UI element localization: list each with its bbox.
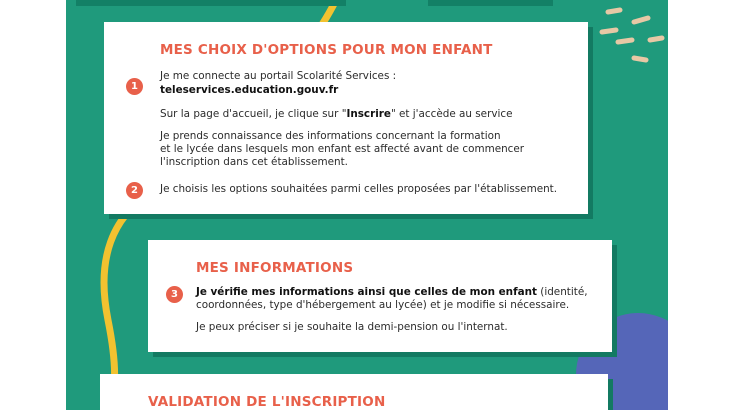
homepage-instruction bbox=[160, 108, 513, 121]
info-paragraph bbox=[160, 130, 524, 169]
top-bar-left bbox=[76, 0, 346, 6]
dash bbox=[650, 38, 662, 40]
dash bbox=[634, 58, 646, 60]
step-3-bold: Je vérifie mes informations ainsi que celles de mon enfant bbox=[196, 286, 537, 298]
card-infos-title: MES INFORMATIONS bbox=[196, 260, 354, 276]
homepage-prefix: Sur la page d'accueil, je clique sur " bbox=[160, 108, 347, 120]
step-3-text bbox=[196, 286, 588, 312]
step-1-badge: 1 bbox=[126, 78, 143, 95]
card-validation-title: VALIDATION DE L'INSCRIPTION bbox=[148, 394, 386, 410]
poster bbox=[66, 0, 668, 410]
card-validation bbox=[100, 374, 608, 410]
card-options bbox=[104, 22, 588, 214]
dash bbox=[608, 10, 620, 12]
step-2-badge: 2 bbox=[126, 182, 143, 199]
step-3-rest: (identité, bbox=[536, 286, 588, 298]
dash bbox=[602, 30, 616, 32]
step-3-badge: 3 bbox=[166, 286, 183, 303]
info-line-3: l'inscription dans cet établissement. bbox=[160, 156, 348, 168]
top-bar-right bbox=[428, 0, 553, 6]
info-line-2: et le lycée dans lesquels mon enfant est affecté avant de commencer bbox=[160, 143, 525, 155]
step-1-line: Je me connecte au portail Scolarité Services : bbox=[160, 70, 397, 82]
dash bbox=[618, 40, 632, 42]
step-1-url[interactable]: teleservices.education.gouv.fr bbox=[160, 84, 339, 96]
step-2-text: Je choisis les options souhaitées parmi celles proposées par l'établissement. bbox=[160, 183, 558, 195]
dash bbox=[634, 18, 648, 22]
info-line-1: Je prends connaissance des informations concernant la formation bbox=[160, 130, 501, 142]
homepage-button-name: Inscrire bbox=[346, 108, 391, 120]
dash-marks bbox=[602, 10, 662, 60]
card-options-title: MES CHOIX D'OPTIONS POUR MON ENFANT bbox=[160, 42, 493, 58]
card-infos bbox=[148, 240, 612, 352]
pension-text: Je peux préciser si je souhaite la demi-pension ou l'internat. bbox=[196, 321, 508, 333]
homepage-suffix: " et j'accède au service bbox=[390, 108, 513, 120]
step-3-line-2: coordonnées, type d'hébergement au lycée) et je modifie si nécessaire. bbox=[196, 299, 570, 311]
